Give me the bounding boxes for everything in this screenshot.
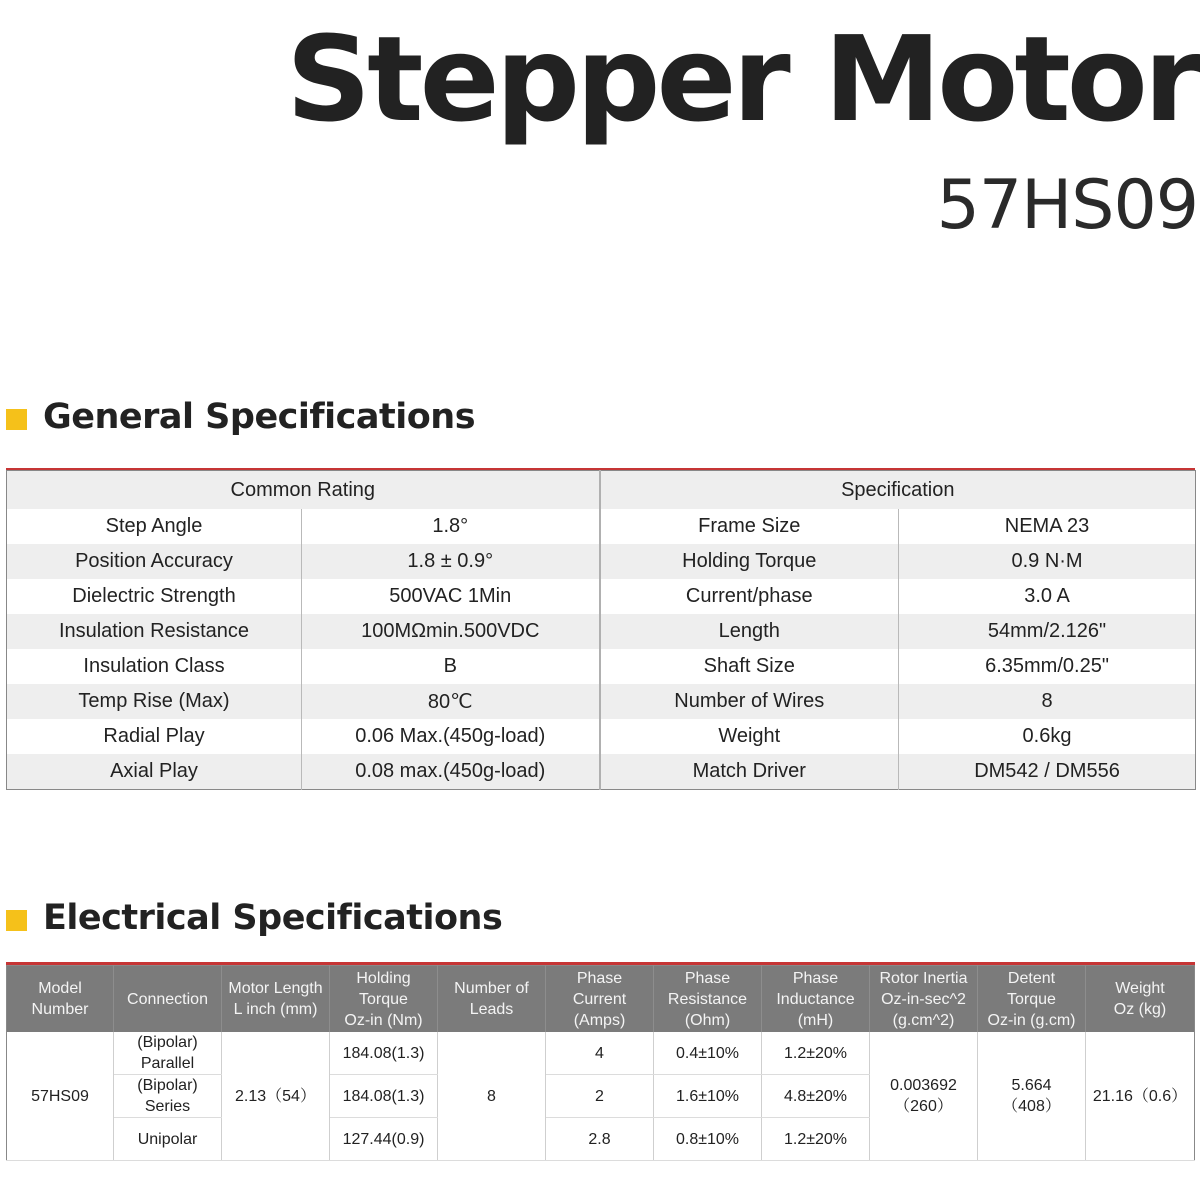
spec-name: Frame Size	[600, 509, 899, 544]
electrical-specs-table-wrapper	[6, 962, 1195, 1161]
connection-line: Parallel	[140, 1055, 195, 1072]
spec-value: 6.35mm/0.25"	[899, 649, 1196, 684]
rating-value: 100MΩmin.500VDC	[302, 614, 600, 649]
table-row	[7, 544, 1196, 579]
column-header-line: Motor Length	[228, 980, 323, 997]
column-header-line: Torque	[359, 990, 408, 1008]
column-header	[222, 966, 330, 1033]
spec-value: 54mm/2.126"	[899, 614, 1196, 649]
rating-name: Radial Play	[7, 719, 302, 754]
column-header-line: Phase	[684, 969, 731, 987]
rating-name: Dielectric Strength	[7, 579, 302, 614]
column-header-line: (g.cm^2)	[892, 1011, 955, 1029]
spec-name: Match Driver	[600, 754, 899, 790]
column-header-line: Connection	[127, 990, 208, 1008]
phase-current-cell: 2.8	[546, 1118, 654, 1161]
column-header-line: Oz (kg)	[1113, 1001, 1167, 1018]
rating-name: Axial Play	[7, 754, 302, 790]
holding-torque-cell: 184.08(1.3)	[330, 1032, 438, 1075]
column-header	[114, 966, 222, 1033]
column-header-line: (Amps)	[573, 1011, 626, 1029]
electrical-specs-body	[7, 1032, 1195, 1161]
connection-line: (Bipolar)	[137, 1077, 198, 1094]
table-row	[7, 719, 1196, 754]
connection-cell	[114, 1075, 222, 1118]
spec-name: Number of Wires	[600, 684, 899, 719]
column-header-line: (mH)	[797, 1011, 834, 1029]
table-row	[7, 754, 1196, 790]
general-specs-heading	[6, 392, 475, 442]
general-specs-body	[7, 509, 1196, 790]
column-header-line: Number	[31, 1001, 89, 1018]
general-specs-title: General Specifications	[43, 397, 476, 437]
column-header	[546, 966, 654, 1033]
rating-name: Step Angle	[7, 509, 302, 544]
column-header-line: Oz-in (Nm)	[344, 1011, 423, 1029]
rating-value: 0.06 Max.(450g-load)	[302, 719, 600, 754]
weight-cell: 21.16（0.6）	[1086, 1032, 1195, 1161]
rating-value: 500VAC 1Min	[302, 579, 600, 614]
model-number: 57HS09	[936, 166, 1198, 245]
motor-length-cell: 2.13（54）	[222, 1032, 330, 1161]
column-header-line: Number of	[454, 980, 529, 997]
detent-torque-cell	[978, 1032, 1086, 1161]
phase-resistance-cell: 1.6±10%	[654, 1075, 762, 1118]
column-header-line: Detent	[1007, 969, 1056, 987]
rotor-inertia-metric: （260）	[894, 1098, 953, 1115]
spec-value: 0.9 N·M	[899, 544, 1196, 579]
spec-name: Length	[600, 614, 899, 649]
column-header-line: Oz-in (g.cm)	[987, 1011, 1076, 1029]
column-header-line: Phase	[576, 969, 623, 987]
phase-inductance-cell: 1.2±20%	[762, 1118, 870, 1161]
rating-value: 80℃	[302, 684, 600, 719]
page-title: Stepper Motor	[286, 10, 1198, 148]
column-header-line: Model	[38, 980, 82, 997]
column-header-line: Weight	[1115, 980, 1165, 997]
rating-name: Temp Rise (Max)	[7, 684, 302, 719]
column-header-line: Torque	[1007, 990, 1056, 1008]
table-row	[7, 509, 1196, 544]
common-rating-header: Common Rating	[7, 471, 600, 510]
column-header-line: Current	[572, 990, 627, 1008]
connection-line: (Bipolar)	[137, 1034, 198, 1051]
column-header-line: (Ohm)	[684, 1011, 731, 1029]
column-header-line: Leads	[469, 1001, 514, 1018]
leads-cell: 8	[438, 1032, 546, 1161]
rotor-inertia-cell	[870, 1032, 978, 1161]
spec-value: DM542 / DM556	[899, 754, 1196, 790]
rating-name: Position Accuracy	[7, 544, 302, 579]
connection-cell	[114, 1032, 222, 1075]
electrical-header-row	[7, 966, 1195, 1033]
spec-name: Current/phase	[600, 579, 899, 614]
electrical-specs-table	[6, 965, 1195, 1161]
general-specs-table	[6, 470, 1196, 790]
rating-value: 1.8 ± 0.9°	[302, 544, 600, 579]
holding-torque-cell: 127.44(0.9)	[330, 1118, 438, 1161]
specification-header: Specification	[600, 471, 1196, 510]
spec-name: Holding Torque	[600, 544, 899, 579]
square-bullet-icon	[6, 409, 27, 430]
connection-line: Unipolar	[137, 1130, 198, 1148]
detent-torque-value: 5.664	[1011, 1077, 1052, 1094]
phase-inductance-cell: 1.2±20%	[762, 1032, 870, 1075]
phase-resistance-cell: 0.8±10%	[654, 1118, 762, 1161]
connection-line: Series	[144, 1098, 191, 1115]
column-header-line: Oz-in-sec^2	[881, 990, 966, 1008]
rating-value: 1.8°	[302, 509, 600, 544]
rating-value: 0.08 max.(450g-load)	[302, 754, 600, 790]
spec-name: Shaft Size	[600, 649, 899, 684]
model-cell: 57HS09	[7, 1032, 114, 1161]
column-header	[7, 966, 114, 1033]
column-header-line: L inch (mm)	[233, 1001, 318, 1018]
column-header-line: Rotor Inertia	[879, 969, 968, 987]
spec-value: 0.6kg	[899, 719, 1196, 754]
column-header	[330, 966, 438, 1033]
rating-value: B	[302, 649, 600, 684]
table-row	[7, 649, 1196, 684]
table-row	[7, 684, 1196, 719]
electrical-specs-heading	[6, 893, 502, 943]
column-header	[438, 966, 546, 1033]
column-header-line: Inductance	[776, 990, 855, 1008]
spec-name: Weight	[600, 719, 899, 754]
phase-current-cell: 4	[546, 1032, 654, 1075]
spec-value: 8	[899, 684, 1196, 719]
table-row	[7, 1032, 1195, 1075]
spec-value: NEMA 23	[899, 509, 1196, 544]
column-header-line: Phase	[792, 969, 839, 987]
phase-current-cell: 2	[546, 1075, 654, 1118]
phase-resistance-cell: 0.4±10%	[654, 1032, 762, 1075]
connection-cell	[114, 1118, 222, 1161]
electrical-specs-title: Electrical Specifications	[43, 898, 503, 938]
table-row	[7, 614, 1196, 649]
square-bullet-icon	[6, 910, 27, 931]
column-header	[870, 966, 978, 1033]
rotor-inertia-value: 0.003692	[890, 1077, 957, 1094]
column-header	[978, 966, 1086, 1033]
spec-value: 3.0 A	[899, 579, 1196, 614]
column-header-line: Resistance	[667, 990, 748, 1008]
rating-name: Insulation Class	[7, 649, 302, 684]
holding-torque-cell: 184.08(1.3)	[330, 1075, 438, 1118]
table-row	[7, 579, 1196, 614]
general-specs-table-wrapper	[6, 468, 1195, 790]
column-header	[1086, 966, 1195, 1033]
phase-inductance-cell: 4.8±20%	[762, 1075, 870, 1118]
column-header	[654, 966, 762, 1033]
detent-torque-metric: （408）	[1002, 1098, 1061, 1115]
column-header-line: Holding	[356, 969, 411, 987]
rating-name: Insulation Resistance	[7, 614, 302, 649]
column-header	[762, 966, 870, 1033]
